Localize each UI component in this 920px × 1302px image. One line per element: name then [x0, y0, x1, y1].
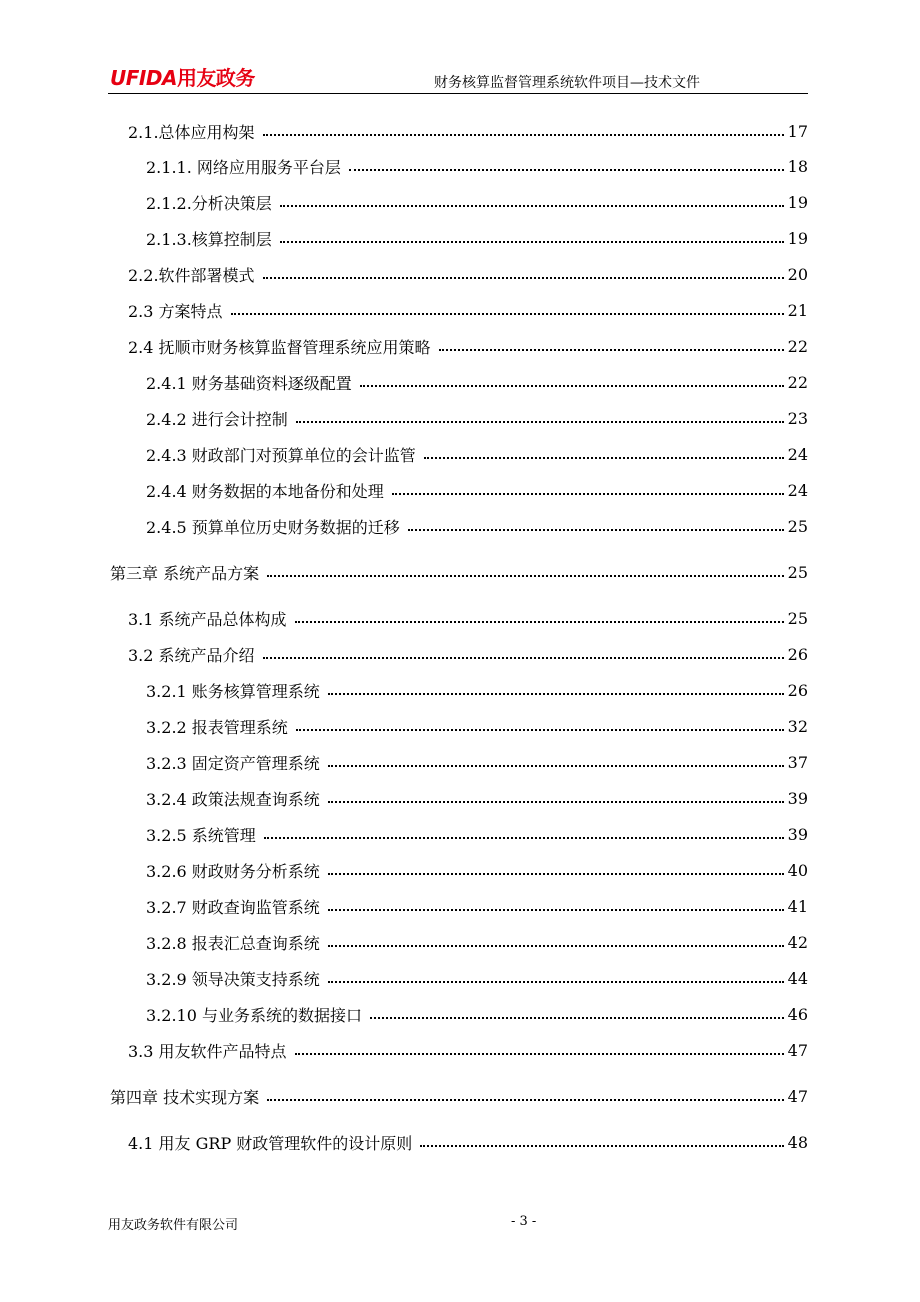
toc-entry-page: 46: [787, 1004, 808, 1024]
toc-entry[interactable]: [146, 821, 808, 847]
toc-entry-label: 3.2.4 政策法规查询系统: [146, 789, 320, 809]
footer-company: 用友政务软件有限公司: [108, 1218, 239, 1233]
toc-entry[interactable]: [146, 857, 808, 883]
toc-entry-label: 2.4.5 预算单位历史财务数据的迁移: [146, 517, 400, 537]
toc-entry[interactable]: [110, 1083, 808, 1109]
dot-leader: [328, 873, 784, 875]
dot-leader: [328, 981, 784, 983]
dot-leader: [392, 493, 784, 495]
toc-entry[interactable]: [146, 965, 808, 991]
toc-entry[interactable]: [146, 477, 808, 503]
toc-entry-page: 48: [787, 1132, 808, 1152]
toc-entry-label: 2.3 方案特点: [128, 301, 223, 321]
toc-entry[interactable]: [146, 153, 808, 179]
toc-entry[interactable]: [128, 1129, 808, 1155]
document-title: 财务核算监督管理系统软件项目—技术文件: [434, 75, 700, 91]
dot-leader: [328, 801, 784, 803]
toc-entry-label: 2.1.总体应用构架: [128, 122, 255, 142]
toc-entry-page: 19: [787, 192, 808, 212]
toc-entry-label: 2.4.4 财务数据的本地备份和处理: [146, 481, 384, 501]
toc-entry[interactable]: [146, 677, 808, 703]
dot-leader: [267, 575, 784, 577]
toc-entry[interactable]: [146, 713, 808, 739]
toc-entry-page: 44: [787, 968, 808, 988]
toc-entry-label: 2.2.软件部署模式: [128, 265, 255, 285]
dot-leader: [295, 621, 784, 623]
toc-entry-page: 40: [787, 860, 808, 880]
toc-entry[interactable]: [146, 1001, 808, 1027]
toc-entry-page: 41: [787, 896, 808, 916]
dot-leader: [360, 385, 784, 387]
toc-entry-page: 26: [787, 680, 808, 700]
toc-entry-page: 23: [787, 408, 808, 428]
toc-entry-label: 2.4.3 财政部门对预算单位的会计监管: [146, 445, 416, 465]
toc-entry-page: 32: [787, 716, 808, 736]
toc-entry[interactable]: [128, 333, 808, 359]
toc-entry-label: 2.1.2.分析决策层: [146, 193, 272, 213]
toc-entry-label: 第三章 系统产品方案: [110, 563, 260, 583]
toc-entry-label: 3.2.7 财政查询监管系统: [146, 897, 320, 917]
toc-entry[interactable]: [146, 225, 808, 251]
toc-entry[interactable]: [128, 641, 808, 667]
toc-entry-label: 3.1 系统产品总体构成: [128, 609, 287, 629]
toc-entry-page: 47: [787, 1040, 808, 1060]
toc-entry-page: 42: [787, 932, 808, 952]
toc-entry-page: 24: [787, 444, 808, 464]
toc-entry-label: 3.2.6 财政财务分析系统: [146, 861, 320, 881]
toc-entry-page: 39: [787, 788, 808, 808]
toc-entry-page: 25: [787, 608, 808, 628]
dot-leader: [295, 1053, 784, 1055]
toc-entry[interactable]: [146, 513, 808, 539]
toc-entry-page: 21: [787, 300, 808, 320]
toc-entry-label: 2.1.1. 网络应用服务平台层: [146, 157, 341, 177]
toc-entry-page: 37: [787, 752, 808, 772]
dot-leader: [263, 657, 784, 659]
dot-leader: [280, 241, 784, 243]
toc-entry-label: 第四章 技术实现方案: [110, 1087, 260, 1107]
toc-entry[interactable]: [146, 369, 808, 395]
toc-entry[interactable]: [146, 405, 808, 431]
toc-entry-label: 3.2.1 账务核算管理系统: [146, 681, 320, 701]
toc-entry[interactable]: [146, 929, 808, 955]
toc-entry-label: 3.2.5 系统管理: [146, 825, 256, 845]
dot-leader: [328, 945, 784, 947]
dot-leader: [420, 1145, 783, 1147]
toc-entry-page: 18: [787, 156, 808, 176]
toc-entry[interactable]: [128, 261, 808, 287]
toc-entry[interactable]: [110, 559, 808, 585]
toc-entry-label: 2.4.2 进行会计控制: [146, 409, 288, 429]
page-number: - 3 -: [511, 1214, 537, 1229]
toc-entry-label: 3.2.9 领导决策支持系统: [146, 969, 320, 989]
toc-entry-page: 19: [787, 228, 808, 248]
dot-leader: [231, 313, 784, 315]
dot-leader: [267, 1099, 784, 1101]
logo-latin: UFIDA: [110, 66, 177, 90]
toc-entry-page: 24: [787, 480, 808, 500]
toc-entry-page: 39: [787, 824, 808, 844]
toc-entry-page: 22: [787, 336, 808, 356]
toc-entry[interactable]: [128, 118, 808, 144]
toc-entry-label: 3.2.3 固定资产管理系统: [146, 753, 320, 773]
toc-entry[interactable]: [146, 785, 808, 811]
toc-entry-label: 4.1 用友 GRP 财政管理软件的设计原则: [128, 1133, 413, 1153]
dot-leader: [263, 134, 784, 136]
dot-leader: [328, 909, 784, 911]
toc-entry-page: 26: [787, 644, 808, 664]
toc-entry-label: 3.2 系统产品介绍: [128, 645, 255, 665]
toc-entry-page: 25: [787, 516, 808, 536]
dot-leader: [439, 349, 784, 351]
dot-leader: [408, 529, 784, 531]
dot-leader: [264, 837, 784, 839]
toc-entry-page: 47: [787, 1086, 808, 1106]
toc-entry[interactable]: [128, 297, 808, 323]
toc-entry-label: 2.4 抚顺市财务核算监督管理系统应用策略: [128, 337, 431, 357]
dot-leader: [328, 693, 784, 695]
toc-entry-page: 17: [787, 121, 808, 141]
toc-entry[interactable]: [146, 189, 808, 215]
toc-entry[interactable]: [128, 605, 808, 631]
toc-entry-page: 20: [787, 264, 808, 284]
page-footer: [108, 1214, 808, 1234]
toc-entry-page: 22: [787, 372, 808, 392]
dot-leader: [263, 277, 784, 279]
dot-leader: [349, 169, 784, 171]
toc-entry-label: 2.4.1 财务基础资料逐级配置: [146, 373, 352, 393]
dot-leader: [370, 1017, 784, 1019]
toc-entry[interactable]: [146, 441, 808, 467]
dot-leader: [328, 765, 784, 767]
dot-leader: [296, 729, 784, 731]
toc-entry-label: 2.1.3.核算控制层: [146, 229, 272, 249]
toc-entry-label: 3.2.2 报表管理系统: [146, 717, 288, 737]
dot-leader: [280, 205, 784, 207]
toc-entry-label: 3.2.10 与业务系统的数据接口: [146, 1005, 362, 1025]
toc-entry-label: 3.2.8 报表汇总查询系统: [146, 933, 320, 953]
toc-entry-page: 25: [787, 562, 808, 582]
dot-leader: [296, 421, 784, 423]
toc-entry[interactable]: [128, 1037, 808, 1063]
toc-entry[interactable]: [146, 893, 808, 919]
toc-entry[interactable]: [146, 749, 808, 775]
logo-chinese: 用友政务: [176, 66, 255, 90]
dot-leader: [424, 457, 784, 459]
toc-entry-label: 3.3 用友软件产品特点: [128, 1041, 287, 1061]
